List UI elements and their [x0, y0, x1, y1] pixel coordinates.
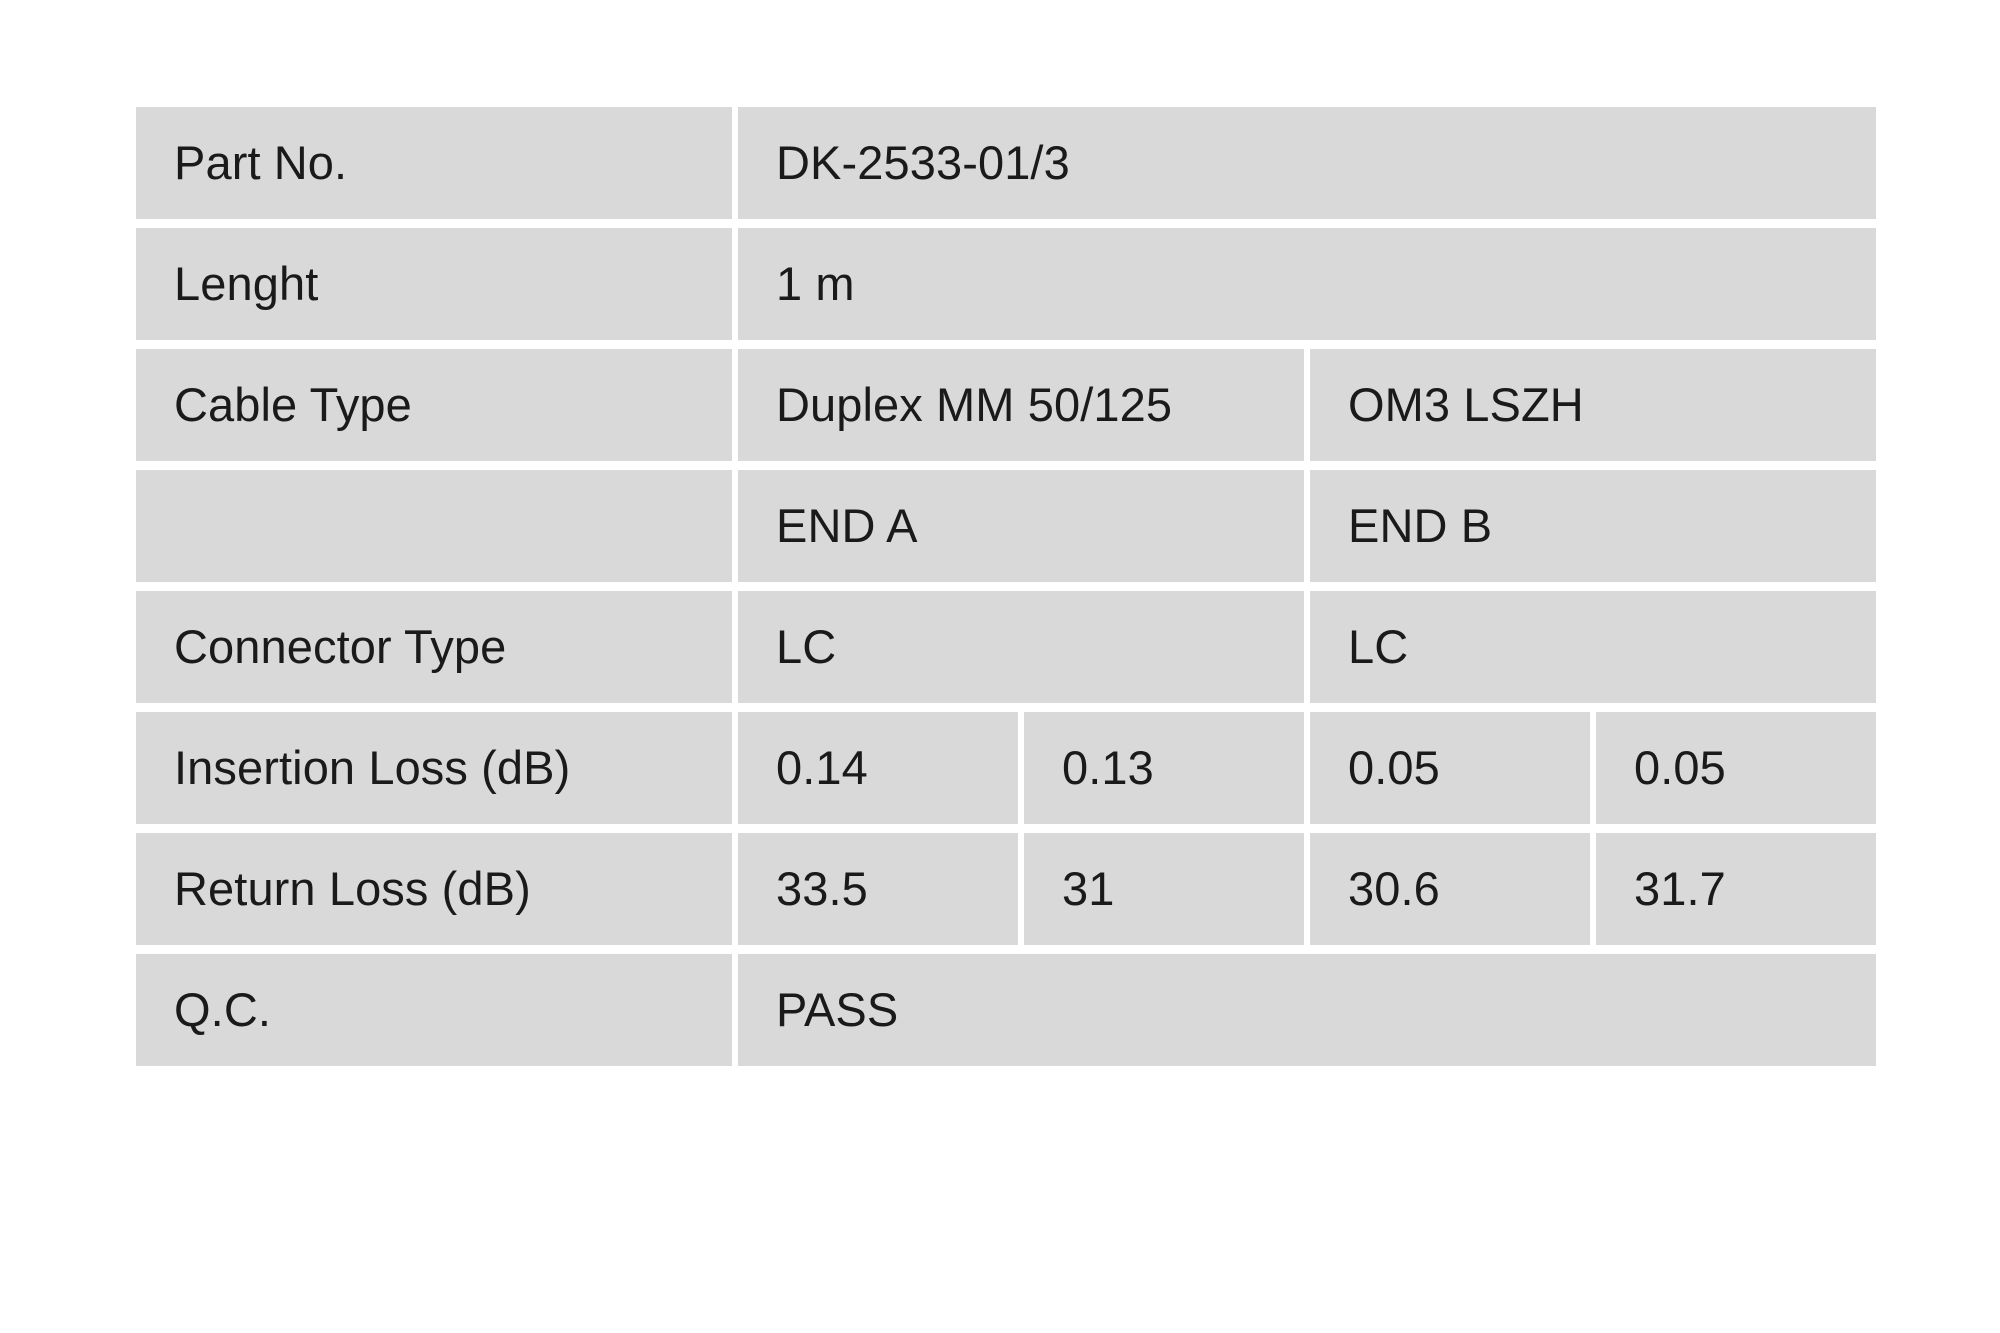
- return-loss-a1: 33.5: [738, 833, 1018, 945]
- table-row: [136, 954, 1876, 1066]
- specification-table: [130, 98, 1882, 1075]
- return-loss-b2: 31.7: [1596, 833, 1876, 945]
- row-label-length: Lenght: [136, 228, 732, 340]
- connector-type-end-b: LC: [1310, 591, 1876, 703]
- row-value-cable-type-b: OM3 LSZH: [1310, 349, 1876, 461]
- row-label-ends: [136, 470, 732, 582]
- row-value-length: 1 m: [738, 228, 1876, 340]
- insertion-loss-b2: 0.05: [1596, 712, 1876, 824]
- row-label-cable-type: Cable Type: [136, 349, 732, 461]
- table-row: [136, 470, 1876, 582]
- insertion-loss-a2: 0.13: [1024, 712, 1304, 824]
- specification-sheet: [130, 98, 1870, 1075]
- end-b-header: END B: [1310, 470, 1876, 582]
- qc-status: PASS: [738, 954, 1876, 1066]
- row-value-part-no: DK-2533-01/3: [738, 107, 1876, 219]
- insertion-loss-a1: 0.14: [738, 712, 1018, 824]
- table-row: [136, 107, 1876, 219]
- table-row: [136, 591, 1876, 703]
- end-a-header: END A: [738, 470, 1304, 582]
- return-loss-b1: 30.6: [1310, 833, 1590, 945]
- table-row: [136, 712, 1876, 824]
- table-row: [136, 349, 1876, 461]
- insertion-loss-b1: 0.05: [1310, 712, 1590, 824]
- table-row: [136, 228, 1876, 340]
- row-value-cable-type-a: Duplex MM 50/125: [738, 349, 1304, 461]
- row-label-connector-type: Connector Type: [136, 591, 732, 703]
- table-row: [136, 833, 1876, 945]
- return-loss-a2: 31: [1024, 833, 1304, 945]
- row-label-return-loss: Return Loss (dB): [136, 833, 732, 945]
- row-label-part-no: Part No.: [136, 107, 732, 219]
- connector-type-end-a: LC: [738, 591, 1304, 703]
- row-label-insertion-loss: Insertion Loss (dB): [136, 712, 732, 824]
- row-label-qc: Q.C.: [136, 954, 732, 1066]
